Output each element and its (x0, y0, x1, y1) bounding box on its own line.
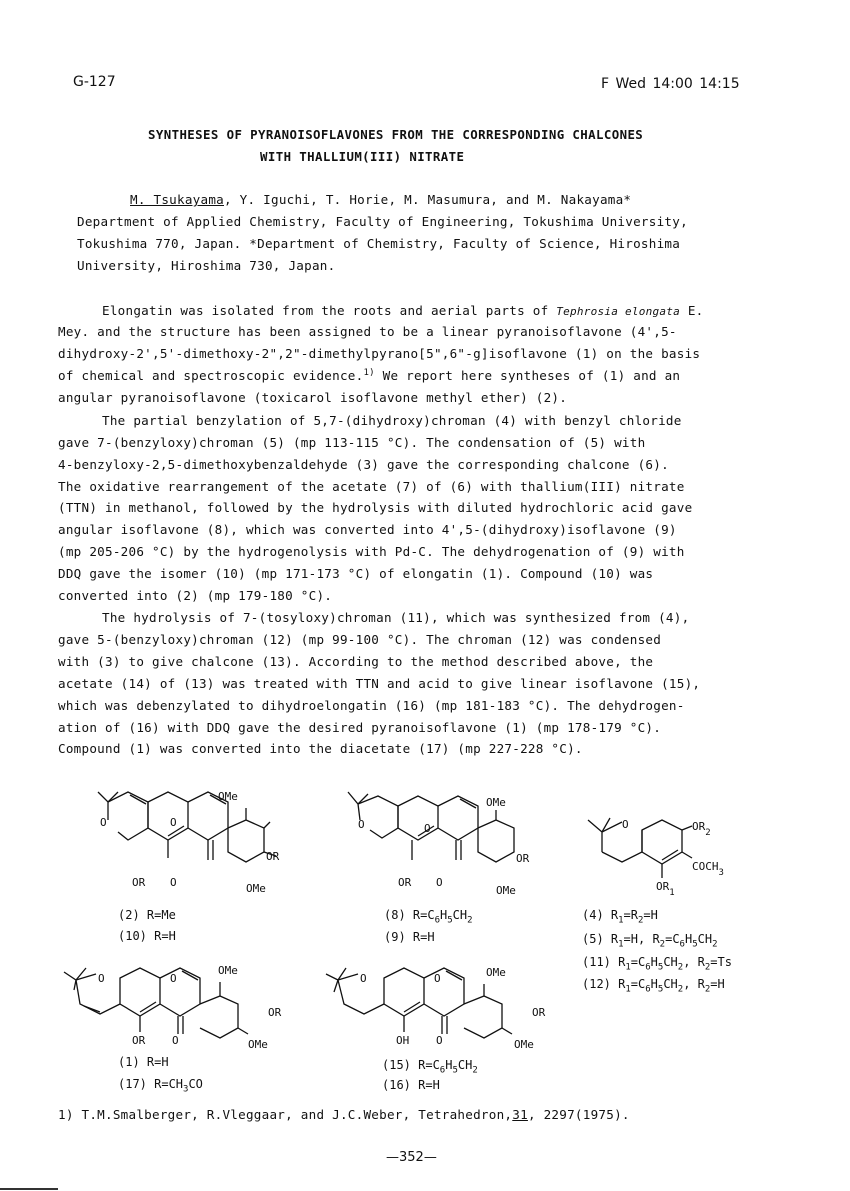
compound-label: (11) $R_1=C_6H_5CH_2$, $R_2=Ts$ (582, 955, 732, 973)
compound-label: (16) R=H (382, 1078, 440, 1092)
compound-label: (10) R=H (118, 929, 176, 943)
body-text-line: angular isoflavone (8), which was converted into 4',5-(dihydroxy)isoflavone (9) (58, 522, 677, 537)
body-text-line: The hydrolysis of 7-(tosyloxy)chroman (11), which was synthesized from (4), (102, 610, 690, 625)
svg-text:OR: OR (532, 1006, 546, 1019)
body-text-line: DDQ gave the isomer (10) (mp 171-173 °C) of elongatin (1). Compound (10) was (58, 566, 654, 581)
body-text-line: Mey. and the structure has been assigned to be a linear pyranoisoflavone (4',5- (58, 324, 677, 339)
svg-text:O: O (434, 972, 441, 985)
svg-text:O: O (170, 972, 177, 985)
svg-text:OH: OH (396, 1034, 410, 1047)
compound-label: (4) $R_1=R_2=H$ (582, 908, 658, 926)
compound-label: (15) $R=C_6H_5CH_2$ (382, 1058, 478, 1076)
svg-text:O: O (172, 1034, 179, 1047)
svg-text:OMe: OMe (246, 882, 266, 895)
body-text-line: ation of (16) with DDQ gave the desired pyranoisoflavone (1) (mp 178-179 °C). (58, 720, 662, 735)
structure-2-10 (70, 780, 300, 900)
affiliation-line: University, Hiroshima 730, Japan. (77, 258, 336, 273)
svg-text:OMe: OMe (218, 790, 238, 803)
svg-text:OR2: $OR_2$ (692, 820, 711, 838)
body-text-line: dihydroxy-2',5'-dimethoxy-2",2"-dimethylpyrano[5",6"-g]isoflavone (1) on the basis (58, 346, 701, 361)
compound-label: (1) R=H (118, 1055, 169, 1069)
svg-text:OR: OR (516, 852, 530, 865)
co-authors: , Y. Iguchi, T. Horie, M. Masumura, and M. Nakayama* (224, 192, 632, 207)
body-text-line: gave 5-(benzyloxy)chroman (12) (mp 99-100 °C). The chroman (12) was condensed (58, 632, 662, 647)
body-text-line: acetate (14) of (13) was treated with TTN and acid to give linear isoflavone (15), (58, 676, 701, 691)
compound-label: (5) $R_1=H$, $R_2=C_6H_5CH_2$ (582, 932, 718, 950)
compound-label: (12) $R_1=C_6H_5CH_2$, $R_2=H$ (582, 977, 725, 995)
compound-label: (9) R=H (384, 930, 435, 944)
paper-title-line1: SYNTHESES OF PYRANOISOFLAVONES FROM THE CORRESPONDING CHALCONES (148, 127, 644, 142)
svg-text:O: O (424, 822, 431, 835)
body-text-line: of chemical and spectroscopic evidence.$^{1)}$ We report here syntheses of (1) and an (58, 368, 681, 384)
svg-text:O: O (360, 972, 367, 985)
structure-15-16 (320, 960, 560, 1060)
svg-text:O: O (170, 816, 177, 829)
body-text-line: gave 7-(benzyloxy)chroman (5) (mp 113-115 °C). The condensation of (5) with (58, 435, 646, 450)
species-name: Tephrosia elongata (556, 305, 680, 318)
body-text-line: (mp 205-206 °C) by the hydrogenolysis with Pd-C. The dehydrogenation of (9) with (58, 544, 685, 559)
svg-text:OMe: OMe (218, 964, 238, 977)
affiliation-line: Department of Applied Chemistry, Faculty of Engineering, Tokushima University, (77, 214, 688, 229)
structure-1-17 (58, 960, 298, 1060)
affiliation-line: Tokushima 770, Japan. *Department of Chemistry, Faculty of Science, Hiroshima (77, 236, 681, 251)
svg-text:OMe: OMe (496, 884, 516, 897)
svg-text:OR: OR (266, 850, 280, 863)
svg-text:OR1: $OR_1$ (656, 880, 675, 898)
svg-text:OR: OR (132, 1034, 146, 1047)
svg-text:OR: OR (132, 876, 146, 889)
structure-8-9 (340, 780, 570, 900)
body-text-line: with (3) to give chalcone (13). According to the method described above, the (58, 654, 654, 669)
body-text-line: The oxidative rearrangement of the acetate (7) of (6) with thallium(III) nitrate (58, 479, 685, 494)
body-text-line: Compound (1) was converted into the diacetate (17) (mp 227-228 °C). (58, 741, 583, 756)
svg-text:OMe: OMe (248, 1038, 268, 1051)
svg-text:O: O (170, 876, 177, 889)
body-text-line: Elongatin was isolated from the roots and aerial parts of Tephrosia elongata E. (102, 303, 704, 318)
svg-text:O: O (98, 972, 105, 985)
session-code: G-127 (73, 74, 116, 90)
svg-text:OR: OR (398, 876, 412, 889)
body-text-line: angular pyranoisoflavone (toxicarol isoflavone methyl ether) (2). (58, 390, 568, 405)
svg-text:COCH3: $COCH_3$ (692, 860, 724, 878)
footnote-ref: 1) (363, 368, 375, 378)
paper-title-line2: WITH THALLIUM(III) NITRATE (260, 149, 465, 164)
volume-number: 31 (512, 1107, 528, 1122)
presenting-author: M. Tsukayama (130, 192, 224, 207)
body-text-line: The partial benzylation of 5,7-(dihydroxy)chroman (4) with benzyl chloride (102, 413, 682, 428)
bottom-rule (0, 1188, 58, 1190)
structure-chroman-4-5-11-12 (580, 808, 780, 898)
svg-text:OMe: OMe (486, 796, 506, 809)
svg-text:O: O (436, 876, 443, 889)
body-text-line: converted into (2) (mp 179-180 °C). (58, 588, 333, 603)
body-text-line: (TTN) in methanol, followed by the hydrolysis with diluted hydrochloric acid gave (58, 500, 693, 515)
compound-label: (8) $R=C_6H_5CH_2$ (384, 908, 473, 926)
author-list (130, 192, 631, 207)
compound-label: (2) R=Me (118, 908, 176, 922)
compound-label: (17) $R=CH_3CO$ (118, 1077, 203, 1095)
svg-text:OMe: OMe (514, 1038, 534, 1051)
svg-text:O: O (436, 1034, 443, 1047)
body-text-line: 4-benzyloxy-2,5-dimethoxybenzaldehyde (3) gave the corresponding chalcone (6). (58, 457, 669, 472)
svg-text:O: O (622, 818, 629, 831)
page-number: —352— (386, 1150, 437, 1165)
session-time: F Wed 14:00 14:15 (601, 76, 740, 92)
svg-text:O: O (100, 816, 107, 829)
svg-text:O: O (358, 818, 365, 831)
svg-text:OR: OR (268, 1006, 282, 1019)
svg-text:OMe: OMe (486, 966, 506, 979)
footnote: 1) T.M.Smalberger, R.Vleggaar, and J.C.Weber, Tetrahedron,31, 2297(1975). (58, 1107, 630, 1122)
body-text-line: which was debenzylated to dihydroelongatin (16) (mp 181-183 °C). The dehydrogen- (58, 698, 685, 713)
